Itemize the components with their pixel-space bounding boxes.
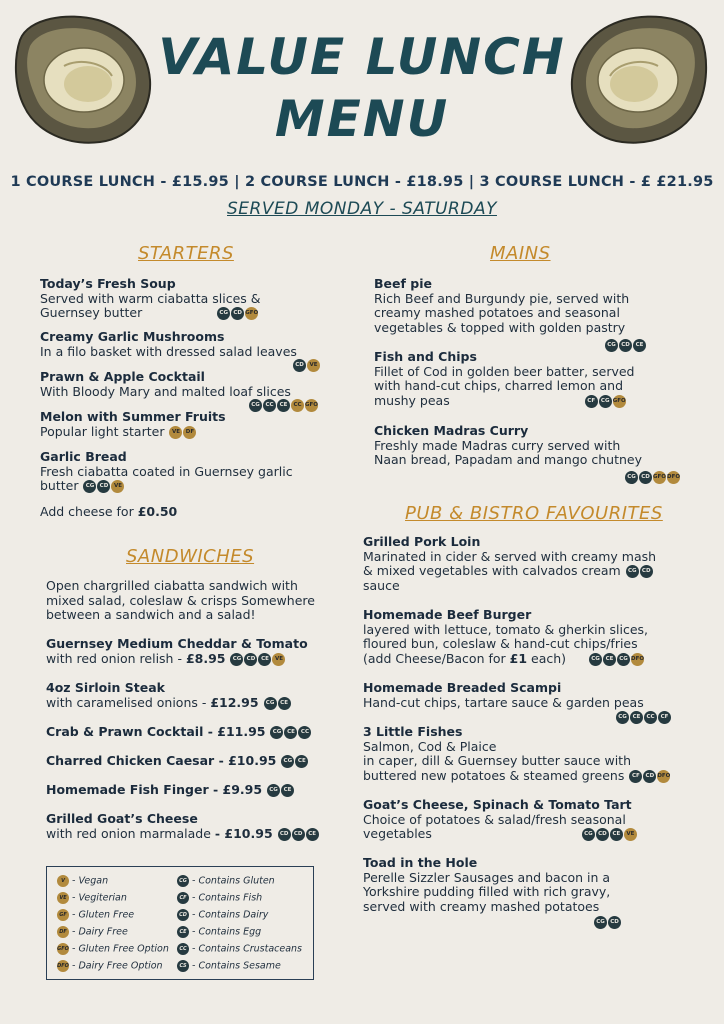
dairy-tag-icon: CD	[244, 653, 257, 666]
item-desc: Popular light starter VE DF	[40, 425, 340, 440]
allergen-tags	[168, 425, 196, 440]
legend-row: CS - Contains Sesame	[177, 960, 302, 977]
item-desc: vegetables & topped with golden pastry	[374, 319, 626, 335]
legend-column-allergens	[177, 875, 302, 977]
dfo-tag-icon: DFO	[667, 471, 680, 484]
main-item	[374, 277, 694, 352]
legend-row: GFO - Gluten Free Option	[57, 943, 169, 955]
pub-item	[363, 681, 703, 725]
vegetarian-tag-icon: VE	[169, 426, 182, 439]
sesame-tag-icon: CS	[177, 960, 189, 972]
dairy-tag-icon: CD	[596, 828, 609, 841]
crustacean-tag-icon: CC	[291, 399, 304, 412]
sandwich-item	[46, 681, 346, 710]
fish-tag-icon: CF	[177, 892, 189, 904]
dfo-tag-icon: DFO	[57, 960, 69, 972]
starter-item	[40, 370, 340, 413]
vegetarian-tag-icon: VE	[307, 359, 320, 372]
sandwich-item	[46, 812, 356, 841]
egg-tag-icon: CE	[281, 784, 294, 797]
gluten-tag-icon: CG	[217, 307, 230, 320]
egg-tag-icon: CE	[278, 697, 291, 710]
allergen-tags	[263, 696, 291, 711]
egg-tag-icon: CE	[277, 399, 290, 412]
legend-row: V - Vegan	[57, 875, 169, 892]
item-name: Prawn & Apple Cocktail	[40, 369, 205, 384]
gluten-tag-icon: CG	[83, 480, 96, 493]
allergen-tags	[593, 915, 621, 930]
main-item	[374, 424, 694, 485]
sandwich-item	[46, 725, 346, 740]
vegetarian-tag-icon: VE	[624, 828, 637, 841]
allergen-tags	[584, 394, 626, 409]
pub-item	[363, 798, 703, 842]
add-cheese-note: Add cheese for £0.50	[40, 504, 178, 519]
item-desc: with caramelised onions - £12.95 CG CE	[46, 696, 346, 711]
dairy-free-tag-icon: DF	[57, 926, 69, 938]
item-name: 3 Little Fishes	[363, 724, 463, 739]
dairy-tag-icon: CD	[97, 480, 110, 493]
item-name: Grilled Pork Loin	[363, 534, 481, 549]
allergen-tags	[628, 769, 670, 784]
egg-tag-icon: CE	[610, 828, 623, 841]
item-desc: With Bloody Mary and malted loaf slices	[40, 383, 291, 399]
allergen-tags	[269, 725, 311, 740]
egg-tag-icon: CE	[306, 828, 319, 841]
item-desc: Yorkshire pudding filled with rich gravy,	[363, 884, 611, 900]
legend-row: CG - Contains Gluten	[177, 875, 302, 892]
starters-heading: STARTERS	[138, 243, 234, 264]
legend-row: DF - Dairy Free	[57, 926, 169, 943]
main-item	[374, 350, 694, 409]
item-name: Chicken Madras Curry	[374, 423, 529, 438]
item-desc: In a filo basket with dressed salad leaves	[40, 343, 297, 359]
gfo-tag-icon: GFO	[653, 471, 666, 484]
item-desc: Guernsey butter CG CD GFO	[40, 305, 259, 321]
item-name: Beef pie	[374, 276, 432, 291]
served-days: SERVED MONDAY - SATURDAY	[227, 199, 497, 219]
crustacean-tag-icon: CC	[644, 711, 657, 724]
item-desc: sauce	[363, 577, 400, 593]
gluten-tag-icon: CG	[589, 653, 602, 666]
item-desc: creamy mashed potatoes and seasonal	[374, 305, 620, 321]
gluten-tag-icon: CG	[249, 399, 262, 412]
allergen-tags	[82, 479, 124, 494]
gluten-tag-icon: CG	[270, 726, 283, 739]
item-desc: with red onion marmalade - £10.95 CD CD CE	[46, 827, 356, 842]
allergen-tags	[624, 470, 680, 485]
allergen-tags	[277, 827, 319, 842]
item-desc: Salmon, Cod & Plaice	[363, 738, 497, 754]
item-name: Homemade Beef Burger	[363, 607, 532, 622]
legend-row: GF - Gluten Free	[57, 909, 169, 926]
item-desc: butter CG CD VE	[40, 479, 340, 494]
starter-item	[40, 450, 340, 494]
item-name: Toad in the Hole	[363, 855, 478, 870]
item-desc: with red onion relish - £8.95 CG CD CE VE	[46, 652, 346, 667]
vegetarian-tag-icon: VE	[111, 480, 124, 493]
item-desc: Hand-cut chips, tartare sauce & garden peas	[363, 694, 644, 710]
item-name: Creamy Garlic Mushrooms	[40, 329, 225, 344]
legend-row: CD - Contains Dairy	[177, 909, 302, 926]
item-desc: Freshly made Madras curry served with	[374, 437, 621, 453]
fish-tag-icon: CF	[658, 711, 671, 724]
pub-item	[363, 856, 703, 929]
item-desc: Fresh ciabatta coated in Guernsey garlic	[40, 463, 293, 479]
allergen-tags	[581, 827, 637, 842]
egg-tag-icon: CE	[258, 653, 271, 666]
item-desc: Fillet of Cod in golden beer batter, served	[374, 363, 635, 379]
sandwich-item	[46, 754, 346, 769]
item-desc: Marinated in cider & served with creamy mash	[363, 548, 657, 564]
allergen-tags	[216, 306, 258, 321]
legend-row: CE - Contains Egg	[177, 926, 302, 943]
gluten-tag-icon: CG	[281, 755, 294, 768]
dairy-free-tag-icon: DF	[183, 426, 196, 439]
item-desc: buttered new potatoes & steamed greens CF CD DFO	[363, 767, 671, 783]
egg-tag-icon: CE	[630, 711, 643, 724]
dairy-tag-icon: CD	[292, 828, 305, 841]
pub-bistro-heading: PUB & BISTRO FAVOURITES	[405, 503, 663, 524]
gluten-tag-icon: CG	[626, 565, 639, 578]
egg-tag-icon: CE	[603, 653, 616, 666]
dairy-tag-icon: CD	[608, 916, 621, 929]
item-desc: floured bun, coleslaw & hand-cut chips/fries	[363, 636, 638, 652]
crustacean-tag-icon: CC	[263, 399, 276, 412]
starter-item	[40, 277, 340, 321]
mains-heading: MAINS	[490, 243, 551, 264]
allergen-tags	[625, 564, 653, 579]
allergen-tags	[229, 652, 285, 667]
gluten-tag-icon: CG	[177, 875, 189, 887]
dfo-tag-icon: DFO	[657, 770, 670, 783]
item-name: Today’s Fresh Soup	[40, 276, 176, 291]
item-name: Homemade Breaded Scampi	[363, 680, 562, 695]
course-prices: 1 COURSE LUNCH - £15.95 | 2 COURSE LUNCH - £18.95 | 3 COURSE LUNCH - £ £21.95	[10, 174, 714, 190]
item-desc: served with creamy mashed potatoes	[363, 898, 600, 914]
item-name: Charred Chicken Caesar - £10.95	[46, 753, 277, 768]
legend-row: VE - Vegiterian	[57, 892, 169, 909]
allergen-tags	[588, 652, 644, 667]
dairy-tag-icon: CD	[643, 770, 656, 783]
gluten-tag-icon: CG	[594, 916, 607, 929]
item-desc: & mixed vegetables with calvados cream CG CD	[363, 564, 703, 579]
item-name: Goat’s Cheese, Spinach & Tomato Tart	[363, 797, 632, 812]
sandwiches-intro: Open chargrilled ciabatta sandwich with mixed salad, coleslaw & crisps Somewhere between a sandwich and a salad!	[46, 578, 315, 623]
starter-item	[40, 330, 340, 373]
vegan-tag-icon: V	[57, 875, 69, 887]
sandwich-item	[46, 637, 346, 666]
gluten-tag-icon: CG	[625, 471, 638, 484]
item-name: Crab & Prawn Cocktail - £11.95	[46, 724, 266, 739]
item-desc: in caper, dill & Guernsey butter sauce with	[363, 753, 631, 769]
item-name: Melon with Summer Fruits	[40, 409, 226, 424]
item-name: 4oz Sirloin Steak	[46, 680, 165, 695]
egg-tag-icon: CE	[284, 726, 297, 739]
item-name: Garlic Bread	[40, 449, 127, 464]
egg-tag-icon: CE	[177, 926, 189, 938]
fish-tag-icon: CF	[629, 770, 642, 783]
sandwich-item	[46, 783, 346, 798]
dairy-tag-icon: CD	[177, 909, 189, 921]
gfo-tag-icon: GFO	[305, 399, 318, 412]
gluten-tag-icon: CG	[267, 784, 280, 797]
gluten-tag-icon: CG	[617, 653, 630, 666]
gluten-tag-icon: CG	[616, 711, 629, 724]
egg-tag-icon: CE	[633, 339, 646, 352]
item-name: Homemade Fish Finger - £9.95	[46, 782, 263, 797]
allergen-tags	[280, 754, 308, 769]
dairy-tag-icon: CD	[639, 471, 652, 484]
dairy-tag-icon: CD	[293, 359, 306, 372]
crustacean-tag-icon: CC	[177, 943, 189, 955]
item-desc: mushy peas CF CG GFO	[374, 392, 626, 408]
gluten-free-tag-icon: GF	[57, 909, 69, 921]
item-desc: Naan bread, Papadam and mango chutney	[374, 452, 643, 468]
item-name: Grilled Goat’s Cheese	[46, 811, 198, 826]
allergen-legend	[46, 866, 314, 980]
gluten-tag-icon: CG	[599, 395, 612, 408]
item-desc: vegetables CG CD CE VE	[363, 827, 703, 842]
item-desc: (add Cheese/Bacon for £1 each) CG CE CG DFO	[363, 650, 645, 666]
dairy-tag-icon: CD	[231, 307, 244, 320]
dairy-tag-icon: CD	[619, 339, 632, 352]
starter-item	[40, 410, 340, 439]
crustacean-tag-icon: CC	[298, 726, 311, 739]
item-desc: with hand-cut chips, charred lemon and	[374, 378, 624, 394]
allergen-tags	[266, 783, 294, 798]
sandwiches-heading: SANDWICHES	[126, 546, 255, 567]
legend-row: CF - Contains Fish	[177, 892, 302, 909]
item-name: Guernsey Medium Cheddar & Tomato	[46, 636, 308, 651]
item-desc: Served with warm ciabatta slices &	[40, 290, 261, 306]
vegetarian-tag-icon: VE	[272, 653, 285, 666]
pub-item	[363, 725, 708, 784]
item-desc: Choice of potatoes & salad/fresh seasonal	[363, 811, 626, 827]
item-desc: Perelle Sizzler Sausages and bacon in a	[363, 869, 611, 885]
gluten-tag-icon: CG	[582, 828, 595, 841]
gfo-tag-icon: GFO	[613, 395, 626, 408]
legend-row: CC - Contains Crustaceans	[177, 943, 302, 960]
allergen-tags	[615, 710, 671, 725]
item-name: Fish and Chips	[374, 349, 477, 364]
gfo-tag-icon: GFO	[245, 307, 258, 320]
pub-item	[363, 608, 703, 667]
dfo-tag-icon: DFO	[631, 653, 644, 666]
dairy-tag-icon: CD	[640, 565, 653, 578]
pub-item	[363, 535, 703, 594]
item-desc: Rich Beef and Burgundy pie, served with	[374, 290, 630, 306]
legend-row: DFO - Dairy Free Option	[57, 960, 163, 972]
gluten-tag-icon: CG	[264, 697, 277, 710]
dairy-tag-icon: CD	[278, 828, 291, 841]
item-desc: layered with lettuce, tomato & gherkin slices,	[363, 621, 649, 637]
gfo-tag-icon: GFO	[57, 943, 69, 955]
menu-title-line2: MENU	[274, 90, 450, 148]
gluten-tag-icon: CG	[605, 339, 618, 352]
gluten-tag-icon: CG	[230, 653, 243, 666]
legend-column-diet	[57, 875, 169, 977]
menu-title-line1: VALUE LUNCH	[158, 28, 566, 86]
vegetarian-tag-icon: VE	[57, 892, 69, 904]
egg-tag-icon: CE	[295, 755, 308, 768]
fish-tag-icon: CF	[585, 395, 598, 408]
